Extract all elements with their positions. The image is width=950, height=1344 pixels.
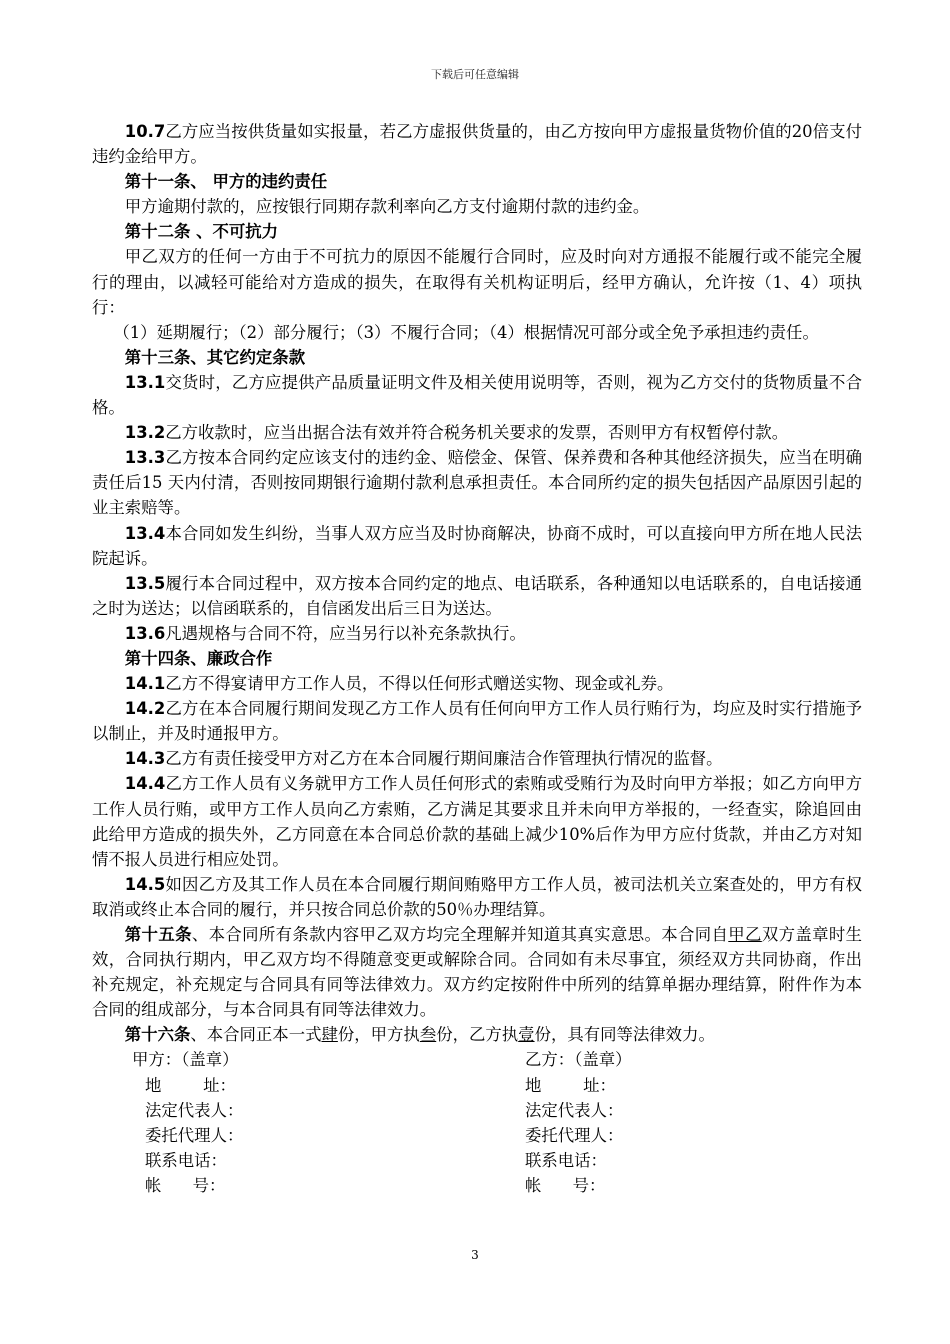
party-b-address: 地 址：: [525, 1075, 616, 1095]
contract-body: [92, 119, 862, 1198]
clause-13-5: 13.5履行本合同过程中，双方按本合同约定的地点、电话联系，各种通知以电话联系的，自电话接通之时为送达；以信函联系的，自信函发出后三日为送达。: [92, 573, 862, 618]
clause-14-1: 14.1乙方不得宴请甲方工作人员，不得以任何形式赠送实物、现金或礼券。: [124, 674, 674, 694]
clause-text: 乙方应当按供货量如实报量，若乙方虚报供货量的，由乙方按向甲方虚报量货物价值的20倍支付违约金给甲方。: [92, 122, 862, 167]
party-a-block: [92, 1047, 512, 1198]
article-13-heading: 第十三条、其它约定条款: [124, 347, 306, 367]
party-b-agent: 委托代理人：: [525, 1125, 624, 1145]
party-a-account: 帐 号：: [145, 1175, 226, 1195]
page-header: 下载后可任意编辑: [431, 68, 519, 81]
party-a-rep: 法定代表人：: [145, 1100, 244, 1120]
article-12-heading: 第十二条 、不可抗力: [124, 222, 279, 242]
article-15: 第十五条、本合同所有条款内容甲乙双方均完全理解并知道其真实意思。本合同自甲乙双方盖章时生效，合同执行期内，甲乙双方均不得随意变更或解除合同。合同如有未尽事宜，须经双方共同协商，作出补充规定，补充规定与合同具有同等法律效力。双方约定按附件中所列的结算单据办理结算，附件作为本合同的组成部分，与本合同具有同等法律效力。: [92, 925, 863, 1020]
signature-block: [92, 1047, 862, 1198]
clause-14-2: 14.2乙方在本合同履行期间发现乙方工作人员有任何向甲方工作人员行贿行为，均应及时实行措施予以制止，并及时通报甲方。: [92, 699, 862, 744]
article-14-heading: 第十四条、廉政合作: [124, 648, 273, 668]
party-a-agent: 委托代理人：: [145, 1125, 244, 1145]
clause-14-5: 14.5如因乙方及其工作人员在本合同履行期间贿赂甲方工作人员，被司法机关立案查处的，甲方有权取消或终止本合同的履行，并只按合同总价款的50％办理结算。: [92, 874, 862, 919]
party-b-account: 帐 号：: [525, 1175, 606, 1195]
clause-13-6: 13.6凡遇规格与合同不符，应当另行以补充条款执行。: [124, 623, 526, 643]
article-11-heading: 第十一条、 甲方的违约责任: [124, 172, 328, 192]
clause-number: 10.7: [124, 122, 166, 141]
clause-13-3: 13.3乙方按本合同约定应该支付的违约金、赔偿金、保管、保养费和各种其他经济损失，应当在明确责任后15 天内付清，否则按同期银行逾期付款利息承担责任。本合同所约定的损失包括因产品原因引起的业主索赔等。: [92, 448, 862, 518]
party-a-title: 甲方：（盖章）: [132, 1050, 239, 1070]
article-12-options: （1）延期履行；（2）部分履行；（3）不履行合同；（4）根据情况可部分或全免予承担违约责任。: [113, 322, 819, 342]
clause-10-7: [92, 119, 862, 169]
party-a-address: 地 址：: [145, 1075, 236, 1095]
clause-14-3: 14.3乙方有责任接受甲方对乙方在本合同履行期间廉洁合作管理执行情况的监督。: [124, 749, 723, 769]
party-a-phone: 联系电话：: [145, 1150, 227, 1170]
party-b-phone: 联系电话：: [525, 1150, 607, 1170]
clause-13-4: 13.4本合同如发生纠纷，当事人双方应当及时协商解决，协商不成时，可以直接向甲方所在地人民法院起诉。: [92, 523, 862, 568]
party-b-rep: 法定代表人：: [525, 1100, 624, 1120]
article-11-text: 甲方逾期付款的，应按银行同期存款利率向乙方支付逾期付款的违约金。: [124, 197, 650, 217]
article-12-text: 甲乙双方的任何一方由于不可抗力的原因不能履行合同时，应及时向对方通报不能履行或不能完全履行的理由，以减轻可能给对方造成的损失，在取得有关机构证明后，经甲方确认，允许按（1、4）项执行：: [92, 247, 862, 317]
party-b-block: [512, 1047, 852, 1198]
article-16: 第十六条、本合同正本一式肆份，甲方执叁份，乙方执壹份，具有同等法律效力。: [124, 1025, 715, 1045]
clause-13-1: 13.1交货时，乙方应提供产品质量证明文件及相关使用说明等，否则，视为乙方交付的货物质量不合格。: [92, 372, 862, 418]
page-number: 3: [471, 1248, 479, 1262]
clause-13-2: 13.2乙方收款时，应当出据合法有效并符合税务机关要求的发票，否则甲方有权暂停付款。: [124, 423, 789, 443]
party-b-title: 乙方：（盖章）: [525, 1050, 632, 1070]
clause-14-4: 14.4乙方工作人员有义务就甲方工作人员任何形式的索贿或受贿行为及时向甲方举报；如乙方向甲方工作人员行贿，或甲方工作人员向乙方索贿，乙方满足其要求且并未向甲方举报的，一经查实，除追回由此给甲方造成的损失外，乙方同意在本合同总价款的基础上减少10%后作为甲方应付货款，并由乙方对知情不报人员进行相应处罚。: [92, 774, 862, 869]
